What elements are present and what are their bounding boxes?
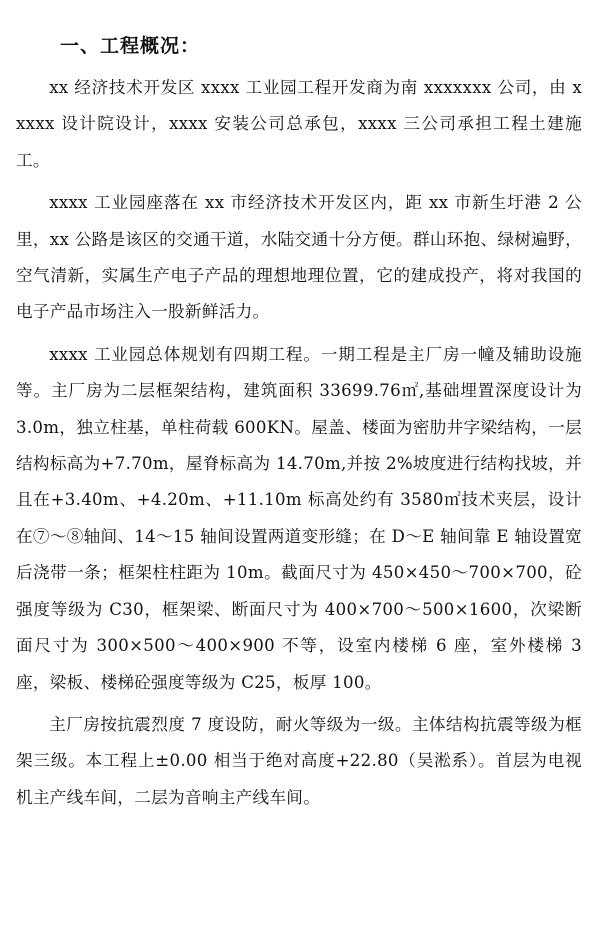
section-heading: 一、工程概况： bbox=[60, 35, 201, 57]
paragraph-seismic: 主厂房按抗震烈度 7 度设防，耐火等级为一级。主体结构抗震等级为框架三级。本工程上±0.00 相当于绝对高度+22.80（吴淞系）。首层为电视机主产线车间，二层为音响主产线车间。 bbox=[16, 714, 582, 807]
paragraph-location: xxxx 工业园座落在 xx 市经济技术开发区内，距 xx 市新生圩港 2 公里，xx 公路是该区的交通干道，水陆交通十分方便。群山环抱、绿树遍野，空气清新，实属生产电子产品的理想地理位置，它的建成投产，将对我国的电子产品市场注入一股新鲜活力。 bbox=[16, 193, 582, 322]
paragraph-structure: xxxx 工业园总体规划有四期工程。一期工程是主厂房一幢及辅助设施等。主厂房为二层框架结构，建筑面积 33699.76㎡,基础埋置深度设计为 3.0m，独立柱基，单柱荷载 600KN。屋盖、楼面为密肋井字梁结构，一层结构标高为+7.70m，屋脊标高为 14.70m,并按 2%坡度进行结构找坡，并且在+3.40m、+4.20m、+11.10m 标高处约有 3580㎡技术夹层，设计在⑦～⑧轴间、14～15 轴间设置两道变形缝；在 D～E 轴间靠 E 轴设置宽后浇带一条；框架柱柱距为 10m。截面尺寸为 450×450～700×700，砼强度等级为 C30，框架梁、断面尺寸为 400×700～500×1600，次梁断面尺寸为 300×500～400×900 不等，设室内楼梯 6 座，室外楼梯 3 座，梁板、楼梯砼强度等级为 C25，板厚 100。 bbox=[16, 344, 582, 692]
paragraph-overview: xx 经济技术开发区 xxxx 工业园工程开发商为南 xxxxxxx 公司，由 xxxxx 设计院设计，xxxx 安装公司总承包，xxxx 三公司承担工程土建施工。 bbox=[16, 78, 582, 170]
